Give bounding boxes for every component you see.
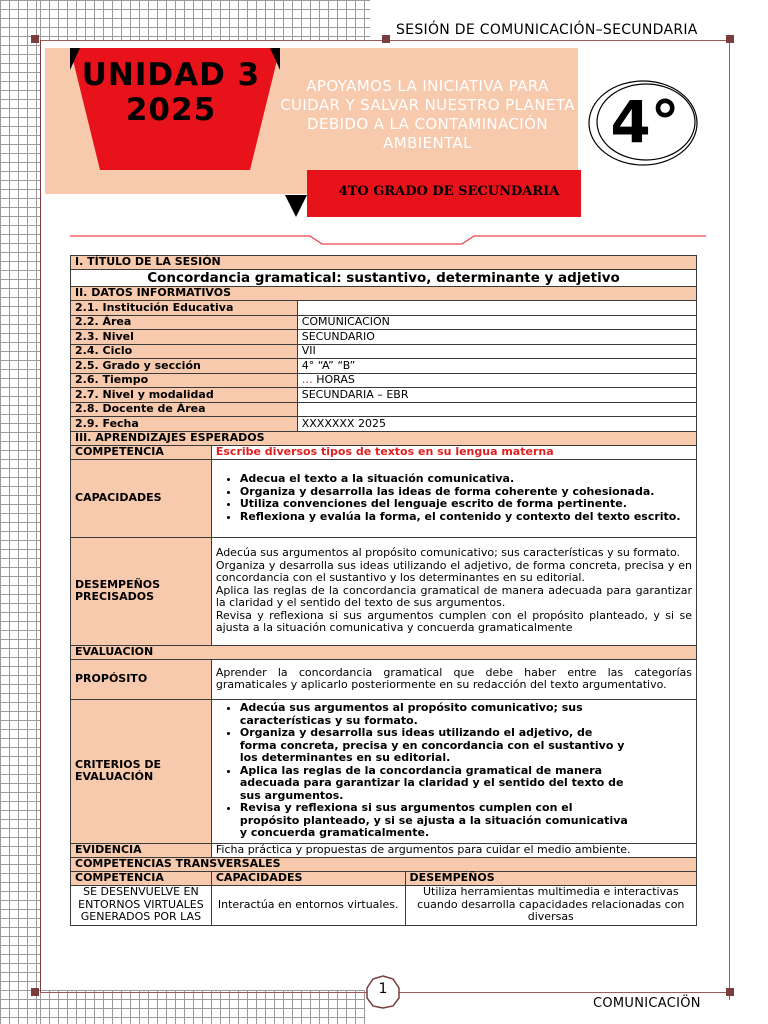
- info-label: 2.8. Docente de Área: [71, 402, 298, 417]
- grade-badge: 4°: [610, 88, 680, 156]
- competencia-label: COMPETENCIA: [71, 445, 212, 459]
- info-value: SECUNDARIA – EBR: [297, 388, 696, 403]
- footer-area-label: COMUNICACIÖN: [593, 996, 701, 1011]
- unit-title: [66, 58, 276, 128]
- grade-banner: 4TO GRADO DE SECUNDARIA: [338, 184, 560, 199]
- desempeno-item: Revisa y reflexiona si sus argumentos cumplen con el propósito planteado, y si se ajusta a la situación comunicativa y concuerda gramaticalmente: [215, 608, 692, 635]
- proposito-label: PROPÓSITO: [71, 659, 212, 699]
- unit-line-2: 2025: [125, 92, 217, 128]
- time-placeholder: …: [301, 373, 313, 386]
- desempenos-label: DESEMPEÑOS PRECISADOS: [71, 537, 212, 645]
- session-title: Concordancia gramatical: sustantivo, determinante y adjetivo: [71, 270, 697, 287]
- info-label: 2.3. Nivel: [71, 330, 298, 345]
- competencia-value: Escribe diversos tipos de textos en su lengua materna: [211, 445, 696, 459]
- list-item: • Organiza y desarrolla las ideas de forma coherente y cohesionada.: [240, 486, 692, 499]
- list-item: • Aplica las reglas de la concordancia gramatical de manera adecuada para garantizar la claridad y el sentido del texto de sus argumentos.: [240, 765, 632, 803]
- list-item: • Adecua el texto a la situación comunicativa.: [240, 473, 692, 486]
- info-value: COMUNICACION: [297, 315, 696, 330]
- transversal-col-capacidades: CAPACIDADES: [211, 871, 405, 885]
- frame-corner: [31, 988, 39, 996]
- info-value: [297, 301, 696, 316]
- unit-line-1: UNIDAD 3: [81, 57, 261, 93]
- transversal-desempenos: Utiliza herramientas multimedia e interactivas cuando desarrolla capacidades relacionadas con diversas: [405, 885, 696, 925]
- title-heading: I. TÍTULO DE LA SESIÓN: [71, 256, 697, 270]
- evidencia-value: Ficha práctica y propuestas de argumentos para cuidar el medio ambiente.: [211, 843, 696, 857]
- capacidades-cell: [211, 459, 696, 537]
- criterios-label: CRITERIOS DE EVALUACIÓN: [71, 699, 212, 843]
- info-value: SECUNDARIO: [297, 330, 696, 345]
- info-label: 2.7. Nivel y modalidad: [71, 388, 298, 403]
- time-unit: HORAS: [312, 373, 355, 386]
- desempeno-item: Aplica las reglas de la concordancia gramatical de manera adecuada para garantizar la claridad y el sentido del texto de sus argumentos.: [215, 583, 692, 610]
- unit-theme: APOYAMOS LA INICIATIVA PARA CUIDAR Y SALVAR NUESTRO PLANETA DEBIDO A LA CONTAMINACIÓN AMBIENTAL: [280, 77, 575, 152]
- evidencia-label: EVIDENCIA: [71, 843, 212, 857]
- frame-corner: [726, 988, 734, 996]
- list-item: • Adecúa sus argumentos al propósito comunicativo; sus características y su formato.: [240, 702, 632, 727]
- info-label: 2.2. Área: [71, 315, 298, 330]
- page-number: 1: [378, 981, 388, 997]
- frame-line-left: [40, 40, 41, 992]
- criterios-cell: [211, 699, 696, 843]
- header-divider: [70, 232, 710, 246]
- transversal-col-desempenos: DESEMPEÑOS: [405, 871, 696, 885]
- info-value: VII: [297, 344, 696, 359]
- info-label: 2.5. Grado y sección: [71, 359, 298, 374]
- frame-corner: [726, 35, 734, 43]
- transversal-heading: COMPETENCIAS TRANSVERSALES: [71, 857, 697, 871]
- grid-background-left: [0, 0, 40, 1024]
- learning-heading: III. APRENDIZAJES ESPERADOS: [71, 431, 697, 445]
- info-label: 2.4. Ciclo: [71, 344, 298, 359]
- proposito-value: Aprender la concordancia gramatical que debe haber entre las categorías gramaticales y aplicarlo posteriormente en su redacción del texto argumentativo.: [211, 659, 696, 699]
- frame-line-right: [729, 38, 730, 1000]
- evaluacion-heading: EVALUACION: [71, 645, 697, 659]
- info-label: 2.6. Tiempo: [71, 373, 298, 388]
- capacidades-label: CAPACIDADES: [71, 459, 212, 537]
- info-value: [297, 402, 696, 417]
- info-label: 2.1. Institución Educativa: [71, 301, 298, 316]
- criterios-list: [216, 702, 692, 840]
- desempeno-item: Adecúa sus argumentos al propósito comunicativo; sus características y su formato.: [215, 546, 681, 560]
- transversal-competencia: SE DESENVUELVE EN ENTORNOS VIRTUALES GENERADOS POR LAS: [71, 885, 212, 925]
- list-item: • Utiliza convenciones del lenguaje escrito de forma pertinente.: [240, 498, 692, 511]
- info-heading: II. DATOS INFORMATIVOS: [71, 287, 697, 301]
- list-item: • Revisa y reflexiona si sus argumentos cumplen con el propósito planteado, y si se ajusta a la situación comunicativa y concuerda gramaticalmente.: [240, 802, 632, 840]
- session-header-label: SESIÓN DE COMUNICACIÓN–SECUNDARIA: [396, 22, 698, 38]
- transversal-col-competencia: COMPETENCIA: [71, 871, 212, 885]
- frame-corner: [31, 35, 39, 43]
- info-value: XXXXXXX 2025: [297, 417, 696, 432]
- grid-background-bottom: [40, 990, 365, 1024]
- info-label: 2.9. Fecha: [71, 417, 298, 432]
- desempenos-cell: [211, 537, 696, 645]
- info-value: [297, 373, 696, 388]
- desempeno-item: Organiza y desarrolla sus ideas utilizando el adjetivo, de forma concreta, precisa y en concordancia con el sustantivo y los determinantes en su editorial.: [215, 558, 692, 585]
- frame-corner: [382, 35, 390, 43]
- session-table: [70, 255, 697, 926]
- capacidades-list: [216, 473, 692, 523]
- transversal-capacidades: Interactúa en entornos virtuales.: [211, 885, 405, 925]
- list-item: • Reflexiona y evalúa la forma, el contenido y contexto del texto escrito.: [240, 511, 692, 524]
- grid-background-top: [40, 0, 370, 40]
- list-item: • Organiza y desarrolla sus ideas utilizando el adjetivo, de forma concreta, precisa y en concordancia con el sustantivo y los determinantes en su editorial.: [240, 727, 632, 765]
- info-value: 4° “A” “B”: [297, 359, 696, 374]
